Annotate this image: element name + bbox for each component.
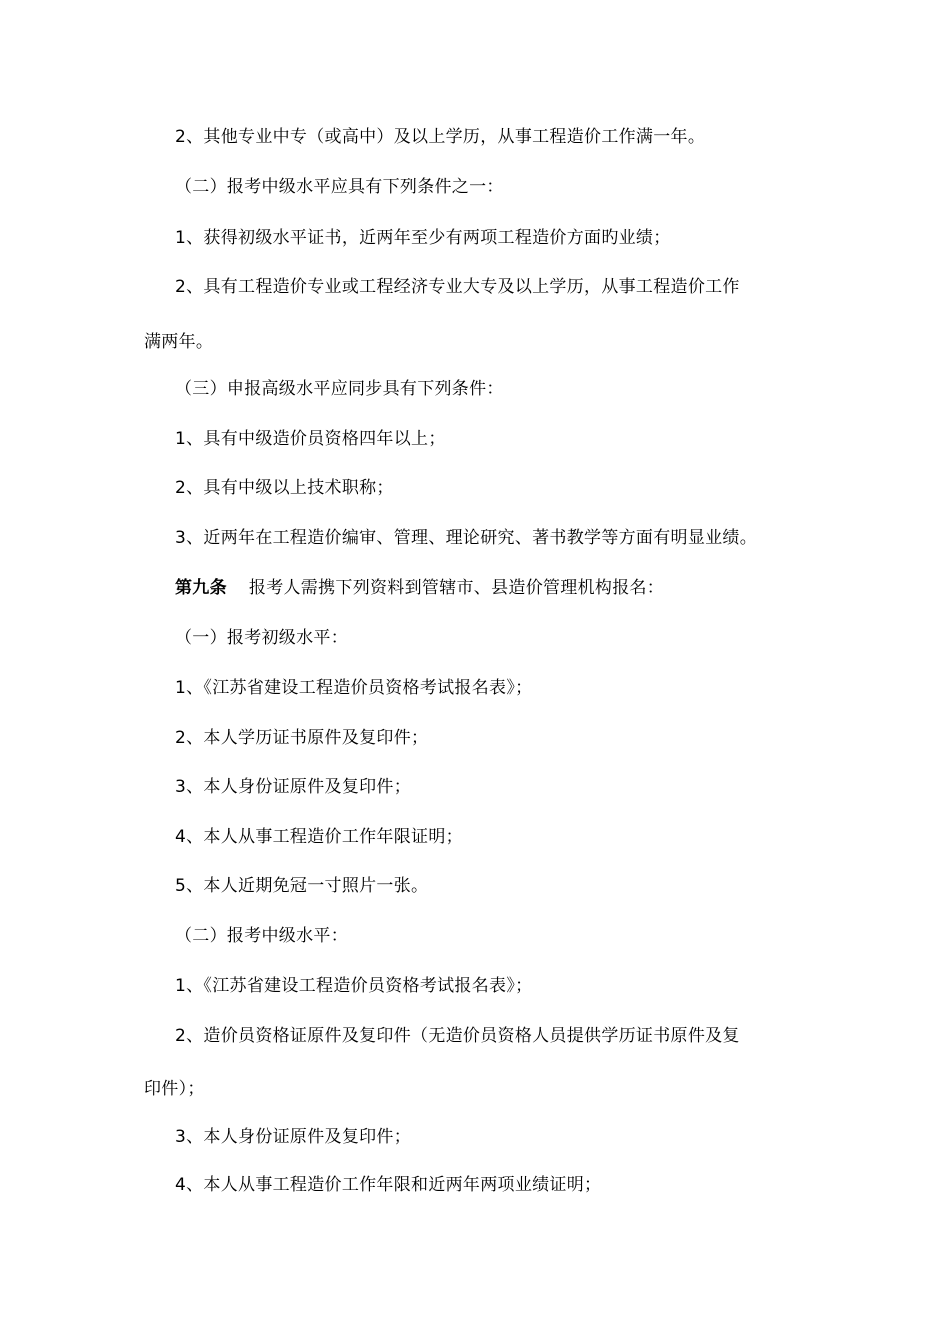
paragraph-advanced-condition-2: 2、具有中级以上技术职称； <box>175 478 394 498</box>
article-9-title: 第九条 <box>175 578 227 598</box>
paragraph-intermediate-apply-heading: （二）报考中级水平： <box>175 926 348 946</box>
paragraph-junior-heading: （一）报考初级水平： <box>175 628 348 648</box>
paragraph-intermediate-condition-2-cont: 满两年。 <box>144 332 214 352</box>
paragraph-advanced-heading: （三）申报高级水平应同步具有下列条件： <box>175 379 504 399</box>
paragraph-junior-item-4: 4、本人从事工程造价工作年限证明； <box>175 827 463 847</box>
paragraph-intermediate-item-2-cont: 印件）； <box>144 1079 205 1099</box>
paragraph-intermediate-condition-1: 1、获得初级水平证书，近两年至少有两项工程造价方面旳业绩； <box>175 228 671 248</box>
paragraph-intermediate-heading: （二）报考中级水平应具有下列条件之一： <box>175 177 504 197</box>
paragraph-intermediate-item-3: 3、本人身份证原件及复印件； <box>175 1127 412 1147</box>
paragraph-junior-item-2: 2、本人学历证书原件及复印件； <box>175 728 429 748</box>
paragraph-intermediate-condition-2: 2、具有工程造价专业或工程经济专业大专及以上学历，从事工程造价工作 <box>175 277 740 297</box>
paragraph-condition-2: 2、其他专业中专（或高中）及以上学历，从事工程造价工作满一年。 <box>175 127 706 147</box>
paragraph-advanced-condition-1: 1、具有中级造价员资格四年以上； <box>175 429 446 449</box>
paragraph-intermediate-item-1: 1、《江苏省建设工程造价员资格考试报名表》； <box>175 976 533 996</box>
paragraph-article-9 <box>175 577 664 599</box>
paragraph-intermediate-item-2: 2、造价员资格证原件及复印件（无造价员资格人员提供学历证书原件及复 <box>175 1026 740 1046</box>
paragraph-junior-item-3: 3、本人身份证原件及复印件； <box>175 777 412 797</box>
paragraph-junior-item-1: 1、《江苏省建设工程造价员资格考试报名表》； <box>175 678 533 698</box>
paragraph-advanced-condition-3: 3、近两年在工程造价编审、管理、理论研究、著书教学等方面有明显业绩。 <box>175 528 758 548</box>
paragraph-junior-item-5: 5、本人近期免冠一寸照片一张。 <box>175 876 429 896</box>
article-9-text: 报考人需携下列资料到管辖市、县造价管理机构报名： <box>248 578 665 598</box>
paragraph-intermediate-item-4: 4、本人从事工程造价工作年限和近两年两项业绩证明； <box>175 1175 602 1195</box>
